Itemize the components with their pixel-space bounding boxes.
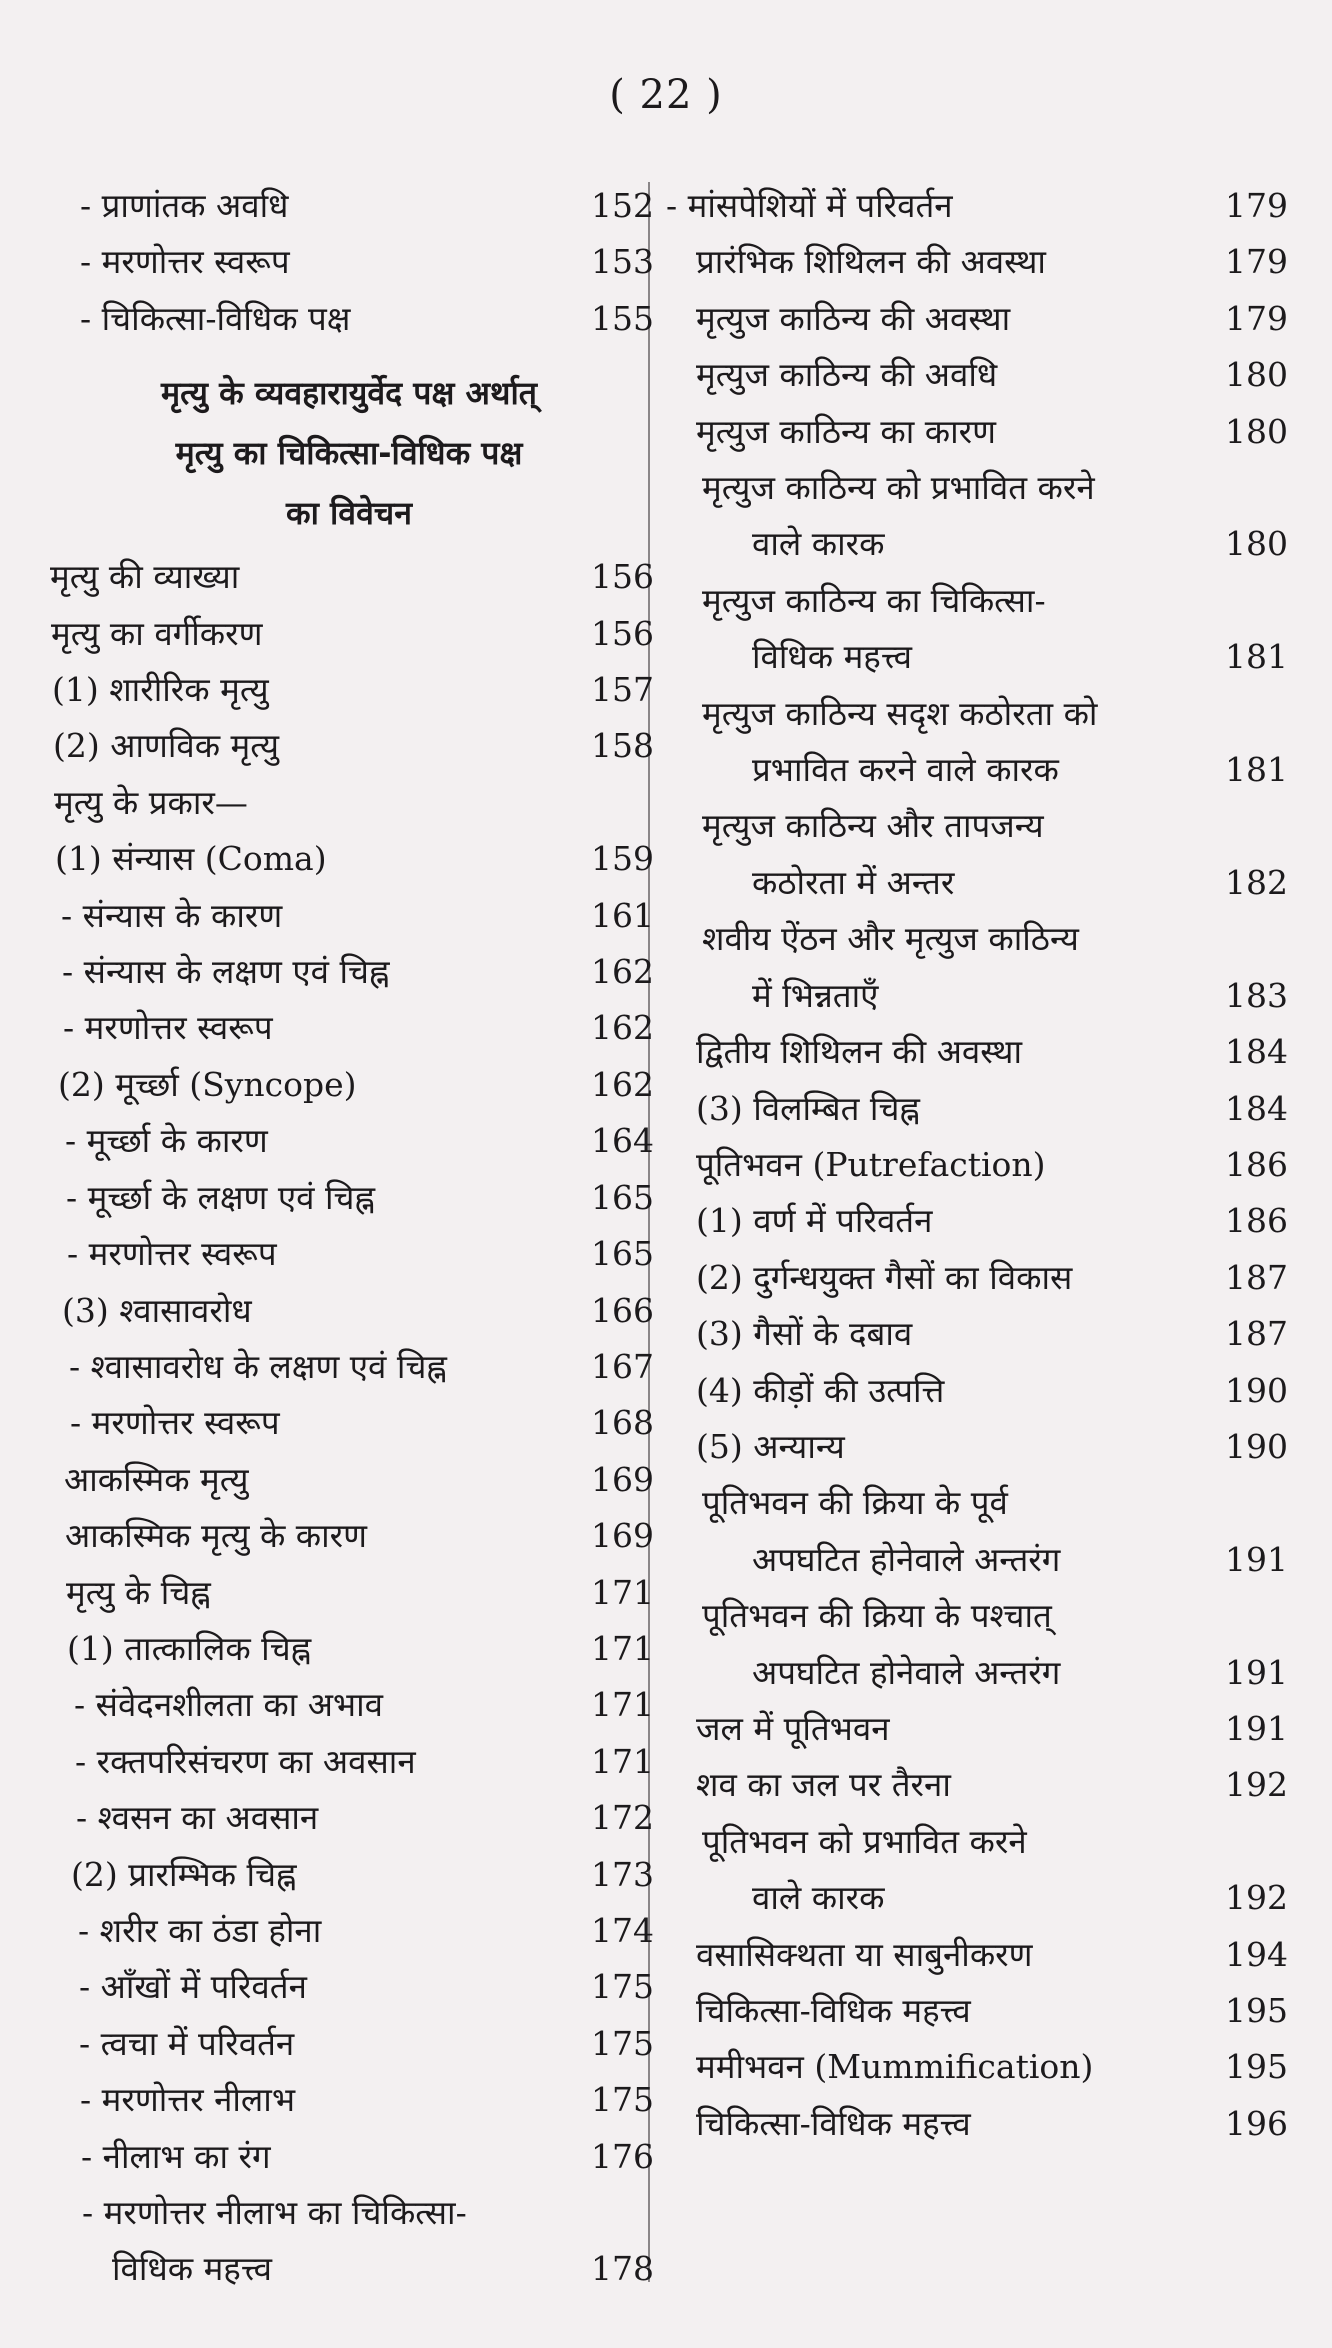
toc-entry-page: 162 (591, 1008, 654, 1048)
toc-entry (44, 2016, 654, 2072)
toc-entry-title: शवीय ऐंठन और मृत्युज काठिन्य (702, 919, 1079, 959)
toc-entry (44, 1903, 654, 1959)
toc-entry-page: 180 (1225, 524, 1288, 564)
toc-entry (44, 606, 654, 662)
toc-entry-page: 169 (591, 1516, 654, 1556)
toc-entry-page: 176 (591, 2136, 654, 2176)
toc-entry-page: 165 (591, 1234, 654, 1274)
toc-entry-title-continued: विधिक महत्त्व (752, 637, 912, 677)
toc-entry-page: 152 (591, 186, 654, 225)
toc-entry (666, 798, 1288, 911)
toc-entry (44, 1565, 654, 1621)
toc-entry-page: 159 (591, 839, 654, 879)
toc-entry-page: 191 (1225, 1652, 1288, 1692)
toc-entry-title: - मरणोत्तर स्वरूप (70, 1403, 280, 1443)
toc-entry-title: प्रारंभिक शिथिलन की अवस्था (696, 242, 1046, 282)
toc-entry-title: - मरणोत्तर स्वरूप (63, 1008, 273, 1048)
toc-entry-page: 172 (591, 1798, 654, 1838)
toc-entry-page: 192 (1225, 1765, 1288, 1805)
toc-entry-page: 192 (1225, 1878, 1288, 1918)
toc-entry (666, 1250, 1288, 1306)
toc-entry (666, 1475, 1288, 1588)
toc-entry-page: 171 (591, 1685, 654, 1725)
toc-entry-title: - संन्यास के कारण (61, 895, 283, 935)
toc-entry (44, 1226, 654, 1282)
toc-entry-page: 169 (591, 1459, 654, 1499)
toc-entry-title: - श्वासावरोध के लक्षण एवं चिह्न (69, 1346, 447, 1386)
toc-entry (44, 291, 654, 347)
toc-entry-page: 186 (1225, 1201, 1288, 1241)
toc-entry (44, 1113, 654, 1169)
toc-entry-title: - मांसपेशियों में परिवर्तन (666, 186, 953, 225)
toc-entry-page: 180 (1225, 355, 1288, 395)
toc-entry (44, 2185, 654, 2298)
toc-entry-page: 187 (1225, 1257, 1288, 1297)
toc-entry-page: 194 (1225, 1934, 1288, 1974)
toc-entry-title: - प्राणांतक अवधि (80, 186, 289, 225)
toc-entry-page: 171 (591, 1572, 654, 1612)
toc-entry-title: - आँखों में परिवर्तन (79, 1967, 307, 2007)
toc-entry-page: 195 (1225, 1991, 1288, 2030)
toc-entry-title: मृत्युज काठिन्य और तापजन्य (702, 806, 1044, 846)
toc-entry-page: 173 (591, 1854, 654, 1894)
toc-entry (666, 1024, 1288, 1080)
toc-entry-page: 179 (1225, 186, 1288, 225)
toc-entry-page: 162 (591, 952, 654, 992)
toc-entry-title: (4) कीड़ों की उत्पत्ति (696, 1370, 945, 1410)
toc-entry (666, 1306, 1288, 1362)
toc-entry (666, 1363, 1288, 1419)
toc-entry-page: 167 (591, 1346, 654, 1386)
toc-entry-title: - मूर्च्छा के लक्षण एवं चिह्न (66, 1177, 376, 1217)
toc-entry (666, 1757, 1288, 1813)
toc-entry (44, 1508, 654, 1564)
toc-entry-page: 191 (1225, 1539, 1288, 1579)
toc-entry-page: 164 (591, 1121, 654, 1161)
toc-entry (44, 1283, 654, 1339)
toc-entry-title: (2) आणविक मृत्यु (53, 726, 279, 766)
toc-entry-title: मृत्यु का वर्गीकरण (51, 613, 263, 653)
toc-entry-title: मृत्युज काठिन्य को प्रभावित करने (702, 468, 1095, 508)
toc-entry-page: 195 (1225, 2047, 1288, 2087)
toc-entry-title: - श्वसन का अवसान (76, 1798, 319, 1838)
toc-entry-page: 168 (591, 1403, 654, 1443)
toc-entry-page: 171 (591, 1628, 654, 1668)
toc-entry (666, 911, 1288, 1024)
toc-entry-title: मृत्युज काठिन्य का कारण (696, 411, 997, 451)
toc-list-left (44, 549, 654, 2298)
toc-entry-title-continued: अपघटित होनेवाले अन्तरंग (752, 1652, 1061, 1692)
toc-entry (44, 178, 654, 234)
toc-entry-title: (2) दुर्गन्धयुक्त गैसों का विकास (696, 1257, 1073, 1297)
toc-entry-page: 181 (1225, 637, 1288, 677)
toc-entry (666, 234, 1288, 290)
toc-entry-title: वसासिक्थता या साबुनीकरण (696, 1934, 1033, 1974)
toc-entry-title-continued: अपघटित होनेवाले अन्तरंग (752, 1539, 1061, 1579)
toc-entry-page: 156 (591, 613, 654, 653)
toc-entry-title: मृत्युज काठिन्य की अवधि (696, 355, 998, 395)
toc-entry (666, 1588, 1288, 1701)
toc-entry-title: - संन्यास के लक्षण एवं चिह्न (62, 952, 390, 992)
toc-entry-title: चिकित्सा-विधिक महत्त्व (696, 1991, 971, 2030)
toc-entry-page: 187 (1225, 1314, 1288, 1354)
toc-entry-title: - मरणोत्तर नीलाभ (80, 2080, 296, 2120)
toc-column-right (666, 178, 1288, 2152)
toc-entry-title: पूतिभवन (Putrefaction) (696, 1144, 1046, 1184)
toc-entry (44, 1057, 654, 1113)
toc-entry (44, 1677, 654, 1733)
section-heading-line: का विवेचन (286, 494, 412, 533)
toc-entry-title-continued: प्रभावित करने वाले कारक (752, 750, 1059, 790)
toc-entry (44, 1000, 654, 1056)
toc-entry (666, 2096, 1288, 2152)
toc-entry (666, 1137, 1288, 1193)
toc-entry-title: मृत्यु की व्याख्या (50, 557, 240, 597)
toc-entry-page: 165 (591, 1177, 654, 1217)
toc-entry-page: 181 (1225, 750, 1288, 790)
toc-entry-page: 157 (591, 670, 654, 710)
toc-entry-title: मृत्यु के चिह्न (66, 1572, 211, 1612)
toc-entry-title: - मरणोत्तर स्वरूप (80, 242, 290, 282)
toc-entry-page: 166 (591, 1290, 654, 1330)
toc-entry-title: मृत्यु के प्रकार— (54, 782, 248, 822)
toc-entry (44, 1621, 654, 1677)
toc-entry-title: (1) तात्कालिक चिह्न (67, 1628, 312, 1668)
toc-entry (44, 549, 654, 605)
toc-entry-title: शव का जल पर तैरना (696, 1765, 951, 1805)
toc-entry-page: 153 (591, 242, 654, 282)
toc-entry-title: (3) गैसों के दबाव (696, 1314, 913, 1354)
toc-entry-title: - नीलाभ का रंग (81, 2136, 271, 2176)
toc-entry-page: 186 (1225, 1144, 1288, 1184)
toc-entry (44, 775, 654, 831)
toc-entry-page: 158 (591, 726, 654, 766)
toc-entry-title: - मूर्च्छा के कारण (65, 1121, 268, 1161)
toc-entry (666, 1193, 1288, 1249)
page-number: ( 22 ) (609, 72, 723, 118)
toc-entry-page: 171 (591, 1741, 654, 1781)
toc-entry-page: 174 (591, 1910, 654, 1950)
toc-entry-title: (3) विलम्बित चिह्न (696, 1088, 920, 1128)
toc-entry-page: 179 (1225, 298, 1288, 338)
toc-entry (666, 573, 1288, 686)
toc-entry-title: ममीभवन (Mummification) (696, 2047, 1094, 2087)
toc-entry-title: (5) अन्यान्य (696, 1426, 845, 1466)
toc-list-right (666, 178, 1288, 2152)
toc-entry (666, 1701, 1288, 1757)
toc-entry (44, 1170, 654, 1226)
toc-entry-page: 156 (591, 557, 654, 597)
section-heading-line: मृत्यु का चिकित्सा-विधिक पक्ष (175, 434, 523, 473)
toc-entry-title: (2) प्रारम्भिक चिह्न (71, 1854, 297, 1894)
toc-entry-page: 196 (1225, 2103, 1288, 2143)
toc-entry-title: - मरणोत्तर नीलाभ का चिकित्सा- (82, 2193, 467, 2232)
toc-column-left (44, 178, 654, 2298)
toc-entry (44, 662, 654, 718)
toc-entry (44, 2072, 654, 2128)
toc-entry-title: (2) मूर्च्छा (Syncope) (58, 1064, 357, 1104)
toc-entry (44, 944, 654, 1000)
toc-entry-page: 175 (591, 2023, 654, 2063)
toc-entry-title: पूतिभवन की क्रिया के पश्चात् (702, 1596, 1052, 1636)
toc-entry-title: आकस्मिक मृत्यु (64, 1459, 249, 1499)
toc-entry-page: 179 (1225, 242, 1288, 282)
toc-entry (44, 2129, 654, 2185)
toc-entry-title: (3) श्वासावरोध (62, 1290, 252, 1330)
toc-entry-title: चिकित्सा-विधिक महत्त्व (696, 2103, 971, 2143)
toc-entry-title: - त्वचा में परिवर्तन (79, 2023, 295, 2063)
toc-entry-title-continued: वाले कारक (752, 1878, 885, 1918)
toc-entry (44, 1847, 654, 1903)
toc-entry-title: (1) संन्यास (Coma) (55, 839, 327, 879)
toc-entry-page: 184 (1225, 1032, 1288, 1072)
toc-entry (666, 1081, 1288, 1137)
toc-entry-title-continued: विधिक महत्त्व (112, 2249, 272, 2289)
toc-entry-title-continued: कठोरता में अन्तर (752, 862, 955, 902)
toc-entry (44, 1395, 654, 1451)
toc-entry-title-continued: में भिन्नताएँ (752, 975, 879, 1015)
toc-entry-title: - संवेदनशीलता का अभाव (74, 1685, 384, 1725)
toc-entry-page: 184 (1225, 1088, 1288, 1128)
toc-entry-title: मृत्युज काठिन्य का चिकित्सा- (702, 580, 1046, 620)
toc-entry (44, 234, 654, 290)
toc-entry (666, 1814, 1288, 1927)
section-heading-line: मृत्यु के व्यवहारायुर्वेद पक्ष अर्थात् (161, 374, 537, 413)
toc-entry (44, 718, 654, 774)
toc-entry (44, 1959, 654, 2015)
toc-entry-title: (1) शारीरिक मृत्यु (52, 670, 269, 710)
toc-entry-page: 190 (1225, 1370, 1288, 1410)
toc-entry-title: मृत्युज काठिन्य सदृश कठोरता को (702, 693, 1098, 733)
toc-entry (44, 1790, 654, 1846)
toc-entry (666, 686, 1288, 799)
toc-entry (44, 1452, 654, 1508)
toc-entry-page: 162 (591, 1064, 654, 1104)
toc-entry (666, 460, 1288, 573)
toc-entry-title: पूतिभवन को प्रभावित करने (702, 1821, 1027, 1861)
toc-entry (666, 1419, 1288, 1475)
toc-entry (666, 291, 1288, 347)
toc-entry (44, 1734, 654, 1790)
toc-entry-page: 175 (591, 2080, 654, 2120)
toc-entry-title: मृत्युज काठिन्य की अवस्था (696, 298, 1011, 338)
toc-entry-page: 191 (1225, 1708, 1288, 1748)
toc-entry-title: जल में पूतिभवन (696, 1708, 890, 1748)
toc-entry-title: पूतिभवन की क्रिया के पूर्व (702, 1483, 1008, 1523)
toc-entry (666, 1983, 1288, 2039)
toc-entry-page: 183 (1225, 975, 1288, 1015)
toc-entry-page: 182 (1225, 862, 1288, 902)
toc-entry-page: 178 (591, 2249, 654, 2289)
toc-entry-title: - रक्तपरिसंचरण का अवसान (75, 1741, 416, 1781)
toc-entry-title: (1) वर्ण में परिवर्तन (696, 1201, 933, 1241)
toc-entry (44, 831, 654, 887)
toc-entry-page: 161 (591, 895, 654, 935)
toc-entry-title: - शरीर का ठंडा होना (78, 1910, 322, 1950)
toc-entry-title-continued: वाले कारक (752, 524, 885, 564)
section-heading (44, 347, 654, 549)
toc-entry (666, 2039, 1288, 2095)
toc-entry-title: - चिकित्सा-विधिक पक्ष (80, 298, 351, 338)
toc-entry-page: 175 (591, 1967, 654, 2007)
toc-list-left-top (44, 178, 654, 347)
toc-entry (666, 1927, 1288, 1983)
toc-entry (666, 347, 1288, 403)
toc-entry-page: 180 (1225, 411, 1288, 451)
toc-entry (666, 178, 1288, 234)
toc-entry (44, 1339, 654, 1395)
toc-entry-page: 155 (591, 298, 654, 338)
toc-entry-title: आकस्मिक मृत्यु के कारण (65, 1516, 368, 1556)
toc-entry-page: 190 (1225, 1426, 1288, 1466)
toc-entry (666, 404, 1288, 460)
toc-entry-title: - मरणोत्तर स्वरूप (67, 1234, 277, 1274)
toc-entry (44, 888, 654, 944)
toc-entry-title: द्वितीय शिथिलन की अवस्था (696, 1032, 1023, 1072)
